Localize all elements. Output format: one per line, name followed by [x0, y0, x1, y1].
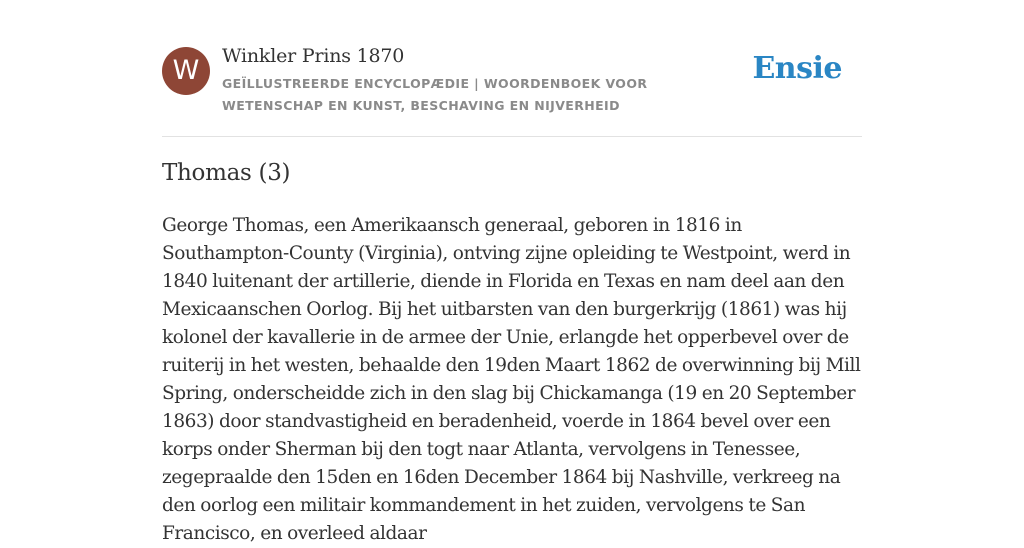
article-body: George Thomas, een Amerikaansch generaal, geboren in 1816 in Southampton-County (Virginia), ontving zijne opleiding te Westpoint, werd in 1840 luitenant der artillerie, diende in Florida en Texas en nam deel aan den Mexicaanschen Oorlog. Bij het uitbarsten van den burgerkrijg (1861) was hij kolonel der kavallerie in de armee der Unie, erlangde het opperbevel over de ruiterij in het westen, behaalde den 19den Maart 1862 de overwinning bij Mill Spring, onderscheidde zich in den slag bij Chickamanga (19 en 20 September 1863) door standvastigheid en beradenheid, voerde in 1864 bevel over een korps onder Sherman bij den togt naar Atlanta, vervolgens in Tenessee, zegepraalde den 15den en 16den December 1864 bij Nashville, verkreeg na den oorlog een militair kommandement in het zuiden, vervolgens te San Francisco, en overleed aldaar — [162, 215, 861, 544]
ensie-logo[interactable]: Ensie — [752, 51, 842, 86]
source-header — [162, 44, 862, 137]
article-title: Thomas (3) — [162, 160, 291, 186]
source-title[interactable]: Winkler Prins 1870 — [222, 45, 405, 67]
source-subtitle: GEÏLLUSTREERDE ENCYCLOPÆDIE | WOORDENBOEK VOOR WETENSCHAP EN KUNST, BESCHAVING EN NIJVERHEID — [222, 76, 648, 113]
source-avatar[interactable]: W — [162, 47, 210, 95]
